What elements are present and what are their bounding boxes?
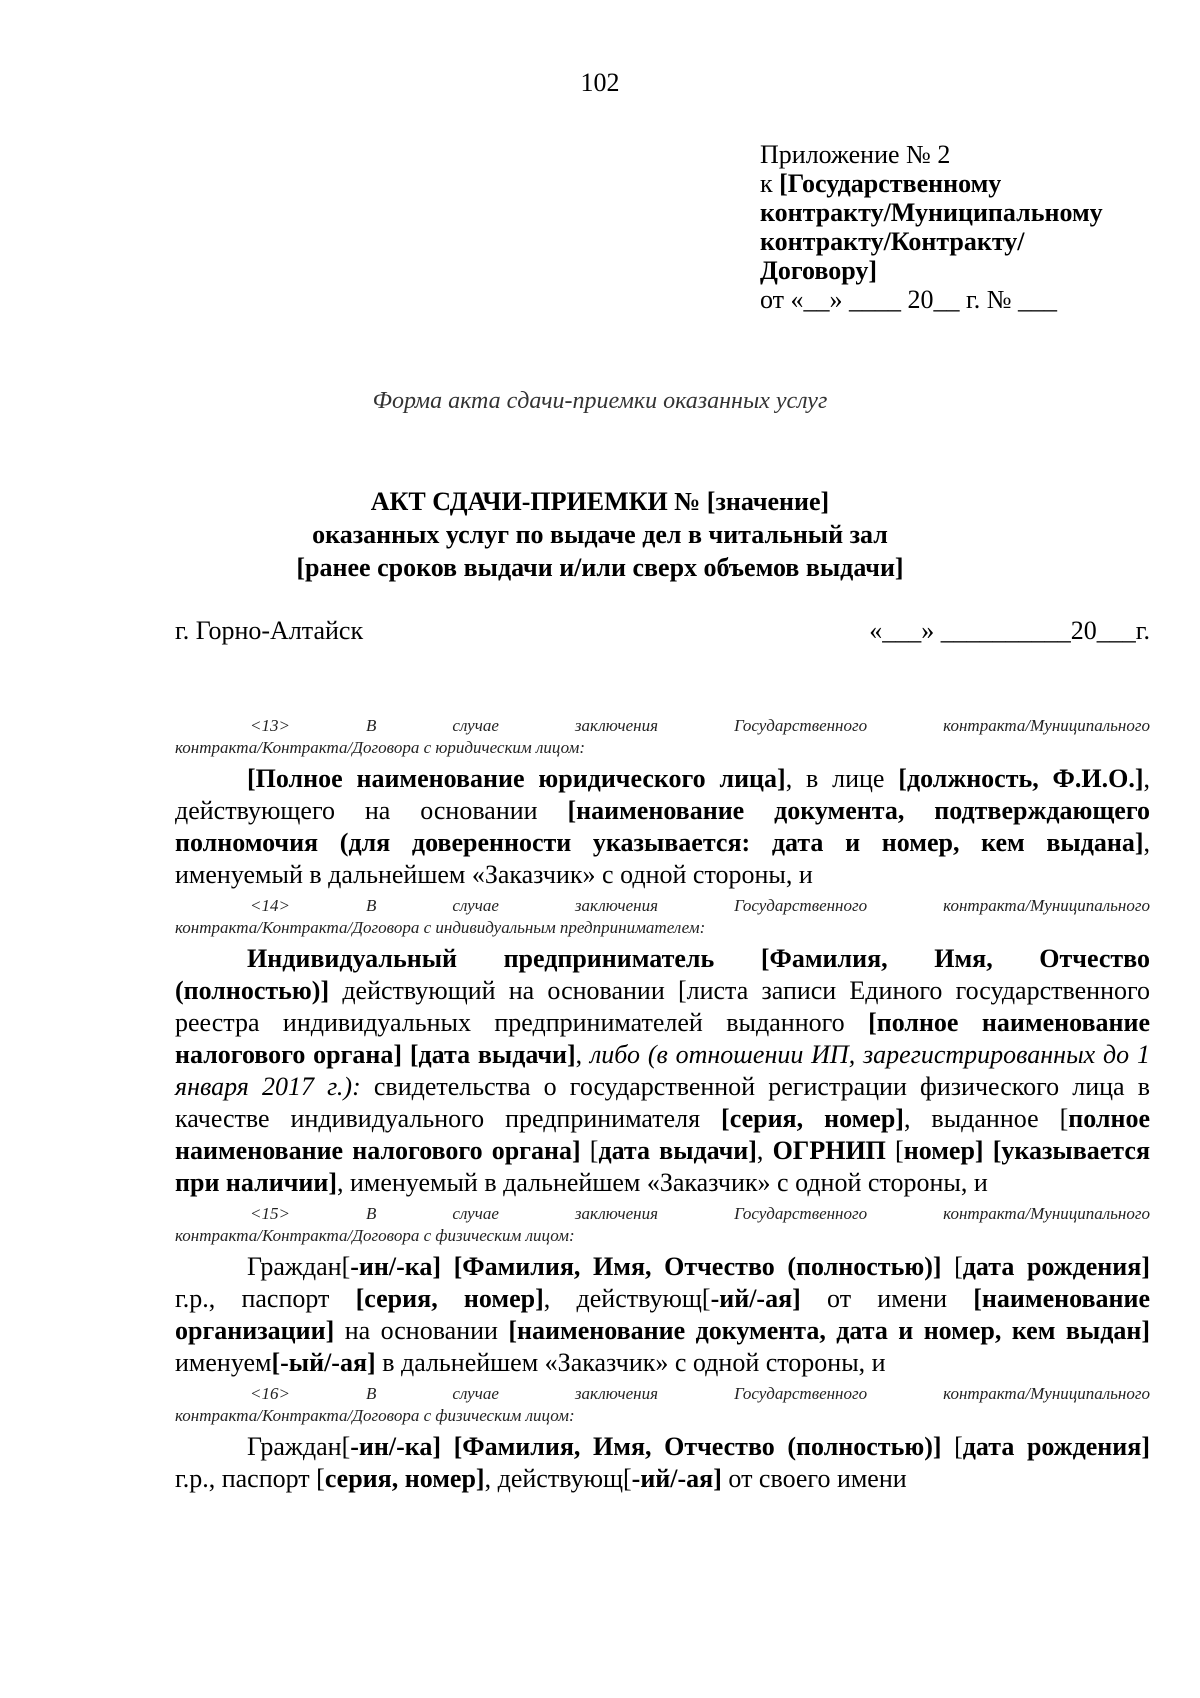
footnote-tail: контракта/Контракта/Договора с физическим лицом: xyxy=(175,1226,575,1245)
act-title-line: оказанных услуг по выдаче дел в читальный зал xyxy=(312,520,888,549)
text-bold: -ин/-ка] xyxy=(350,1432,441,1461)
appendix-line: Договору] xyxy=(760,256,878,285)
text: , xyxy=(575,1040,590,1069)
footnote-lead: <14> В случае заключения Государственного контракта/Муниципального xyxy=(250,896,1150,915)
footnote-13 xyxy=(175,715,1150,759)
text: от имени xyxy=(800,1284,974,1313)
footnote-16 xyxy=(175,1383,1150,1427)
act-title-line: [ранее сроков выдачи и/или сверх объемов выдачи] xyxy=(296,553,904,582)
text: от своего имени xyxy=(721,1464,907,1493)
appendix-line: контракту/Контракту/ xyxy=(760,227,1025,256)
text-bold: [-ый/-ая] xyxy=(271,1348,376,1377)
form-caption: Форма акта сдачи-приемки оказанных услуг xyxy=(372,388,828,414)
text: , именуемый в дальнейшем «Заказчик» с одной стороны, и xyxy=(175,828,1150,889)
footnote-tail: контракта/Контракта/Договора с физическим лицом: xyxy=(175,1406,575,1425)
footnote-lead: <15> В случае заключения Государственного контракта/Муниципального xyxy=(250,1204,1150,1223)
page-number: 102 xyxy=(580,68,620,97)
text: действующий на основании [листа записи Единого государственного реестра индивидуальных предпринимателей выданного xyxy=(175,976,1150,1037)
text-bold: -ий/-ая] xyxy=(631,1464,722,1493)
text-bold: дата рождения] xyxy=(962,1252,1150,1281)
footnote-lead: <13> В случае заключения Государственного контракта/Муниципального xyxy=(250,716,1150,735)
paragraph-citizen-representative xyxy=(175,1251,1150,1379)
appendix-line: Приложение № 2 xyxy=(760,140,951,169)
text-bold: [должность, Ф.И.О.] xyxy=(898,764,1144,793)
text: Граждан[ xyxy=(247,1432,351,1461)
text: на основании xyxy=(334,1316,509,1345)
act-date: «___» __________20___г. xyxy=(869,616,1150,645)
text-italic: либо (в отношении ИП, зарегистрированных до 1 января 2017 г.): xyxy=(175,1040,1150,1101)
text: свидетельства о государственной регистрации физического лица в качестве индивидуального предпринимателя xyxy=(175,1072,1150,1133)
footnote-tail: контракта/Контракта/Договора с юридическим лицом: xyxy=(175,738,585,757)
text-bold: [наименование организации] xyxy=(175,1284,1151,1345)
text-bold: [серия, номер] xyxy=(355,1284,544,1313)
text-bold: [Полное наименование юридического лица] xyxy=(247,764,786,793)
text: в дальнейшем «Заказчик» с одной стороны, и xyxy=(375,1348,886,1377)
text: , выданное [ xyxy=(903,1104,1069,1133)
text: г.р., паспорт [ xyxy=(175,1464,325,1493)
text: г.р., паспорт xyxy=(175,1284,356,1313)
text: , действующ[ xyxy=(543,1284,711,1313)
text: Граждан[ xyxy=(247,1252,351,1281)
text-bold: полное наименование налогового органа] xyxy=(175,1104,1150,1165)
footnote-15 xyxy=(175,1203,1150,1247)
text: , действующ[ xyxy=(484,1464,632,1493)
act-title xyxy=(120,485,1080,584)
text-bold: дата выдачи] xyxy=(598,1136,757,1165)
appendix-date-line: от «__» ____ 20__ г. № ___ xyxy=(760,285,1058,314)
appendix-block xyxy=(760,140,1160,314)
appendix-line xyxy=(760,169,1160,198)
text xyxy=(441,1252,454,1281)
appendix-line: контракту/Муниципальному xyxy=(760,198,1103,227)
text: именуем xyxy=(175,1348,272,1377)
text-bold: [наименование документа, дата и номер, кем выдан] xyxy=(508,1316,1150,1345)
text xyxy=(441,1432,454,1461)
appendix-prefix: к xyxy=(760,169,780,198)
text-bold: [полное наименование налогового органа] [дата выдачи] xyxy=(175,1008,1150,1069)
text-bold: серия, номер] xyxy=(324,1464,485,1493)
city-date-row xyxy=(175,616,1150,648)
text: [ xyxy=(885,1136,904,1165)
text-bold: [серия, номер] xyxy=(721,1104,904,1133)
appendix-contract-type: [Государственному xyxy=(779,169,1002,198)
text: , xyxy=(756,1136,773,1165)
text-bold: -ий/-ая] xyxy=(710,1284,801,1313)
text: [ xyxy=(580,1136,599,1165)
text-bold: -ин/-ка] xyxy=(350,1252,441,1281)
text: , действующего на основании xyxy=(175,764,1150,825)
text-bold: ОГРНИП xyxy=(772,1136,886,1165)
text: , в лице xyxy=(785,764,899,793)
paragraph-entrepreneur xyxy=(175,943,1150,1199)
city: г. Горно-Алтайск xyxy=(175,616,364,645)
text-bold: дата рождения] xyxy=(962,1432,1150,1461)
footnote-14 xyxy=(175,895,1150,939)
text-bold: [указывается при наличии] xyxy=(175,1136,1151,1197)
text: [ xyxy=(941,1432,963,1461)
text-bold: [Фамилия, Имя, Отчество (полностью)] xyxy=(453,1432,942,1461)
text: , именуемый в дальнейшем «Заказчик» с одной стороны, и xyxy=(336,1168,988,1197)
paragraph-legal-entity xyxy=(175,763,1150,891)
text xyxy=(984,1136,993,1165)
act-title-line: АКТ СДАЧИ-ПРИЕМКИ № [значение] xyxy=(370,487,830,516)
footnote-tail: контракта/Контракта/Договора с индивидуальным предпринимателем: xyxy=(175,918,706,937)
text: [ xyxy=(941,1252,963,1281)
text-bold: Индивидуальный предприниматель [Фамилия, Имя, Отчество (полностью)] xyxy=(175,944,1150,1005)
footnote-lead: <16> В случае заключения Государственного контракта/Муниципального xyxy=(250,1384,1150,1403)
text-bold: [наименование документа, подтверждающего полномочия (для доверенности указывается: дата и номер, кем выдана] xyxy=(175,796,1150,857)
paragraph-citizen-self xyxy=(175,1431,1150,1495)
text-bold: номер] xyxy=(903,1136,984,1165)
text-bold: [Фамилия, Имя, Отчество (полностью)] xyxy=(453,1252,942,1281)
document-body xyxy=(175,715,1150,1499)
